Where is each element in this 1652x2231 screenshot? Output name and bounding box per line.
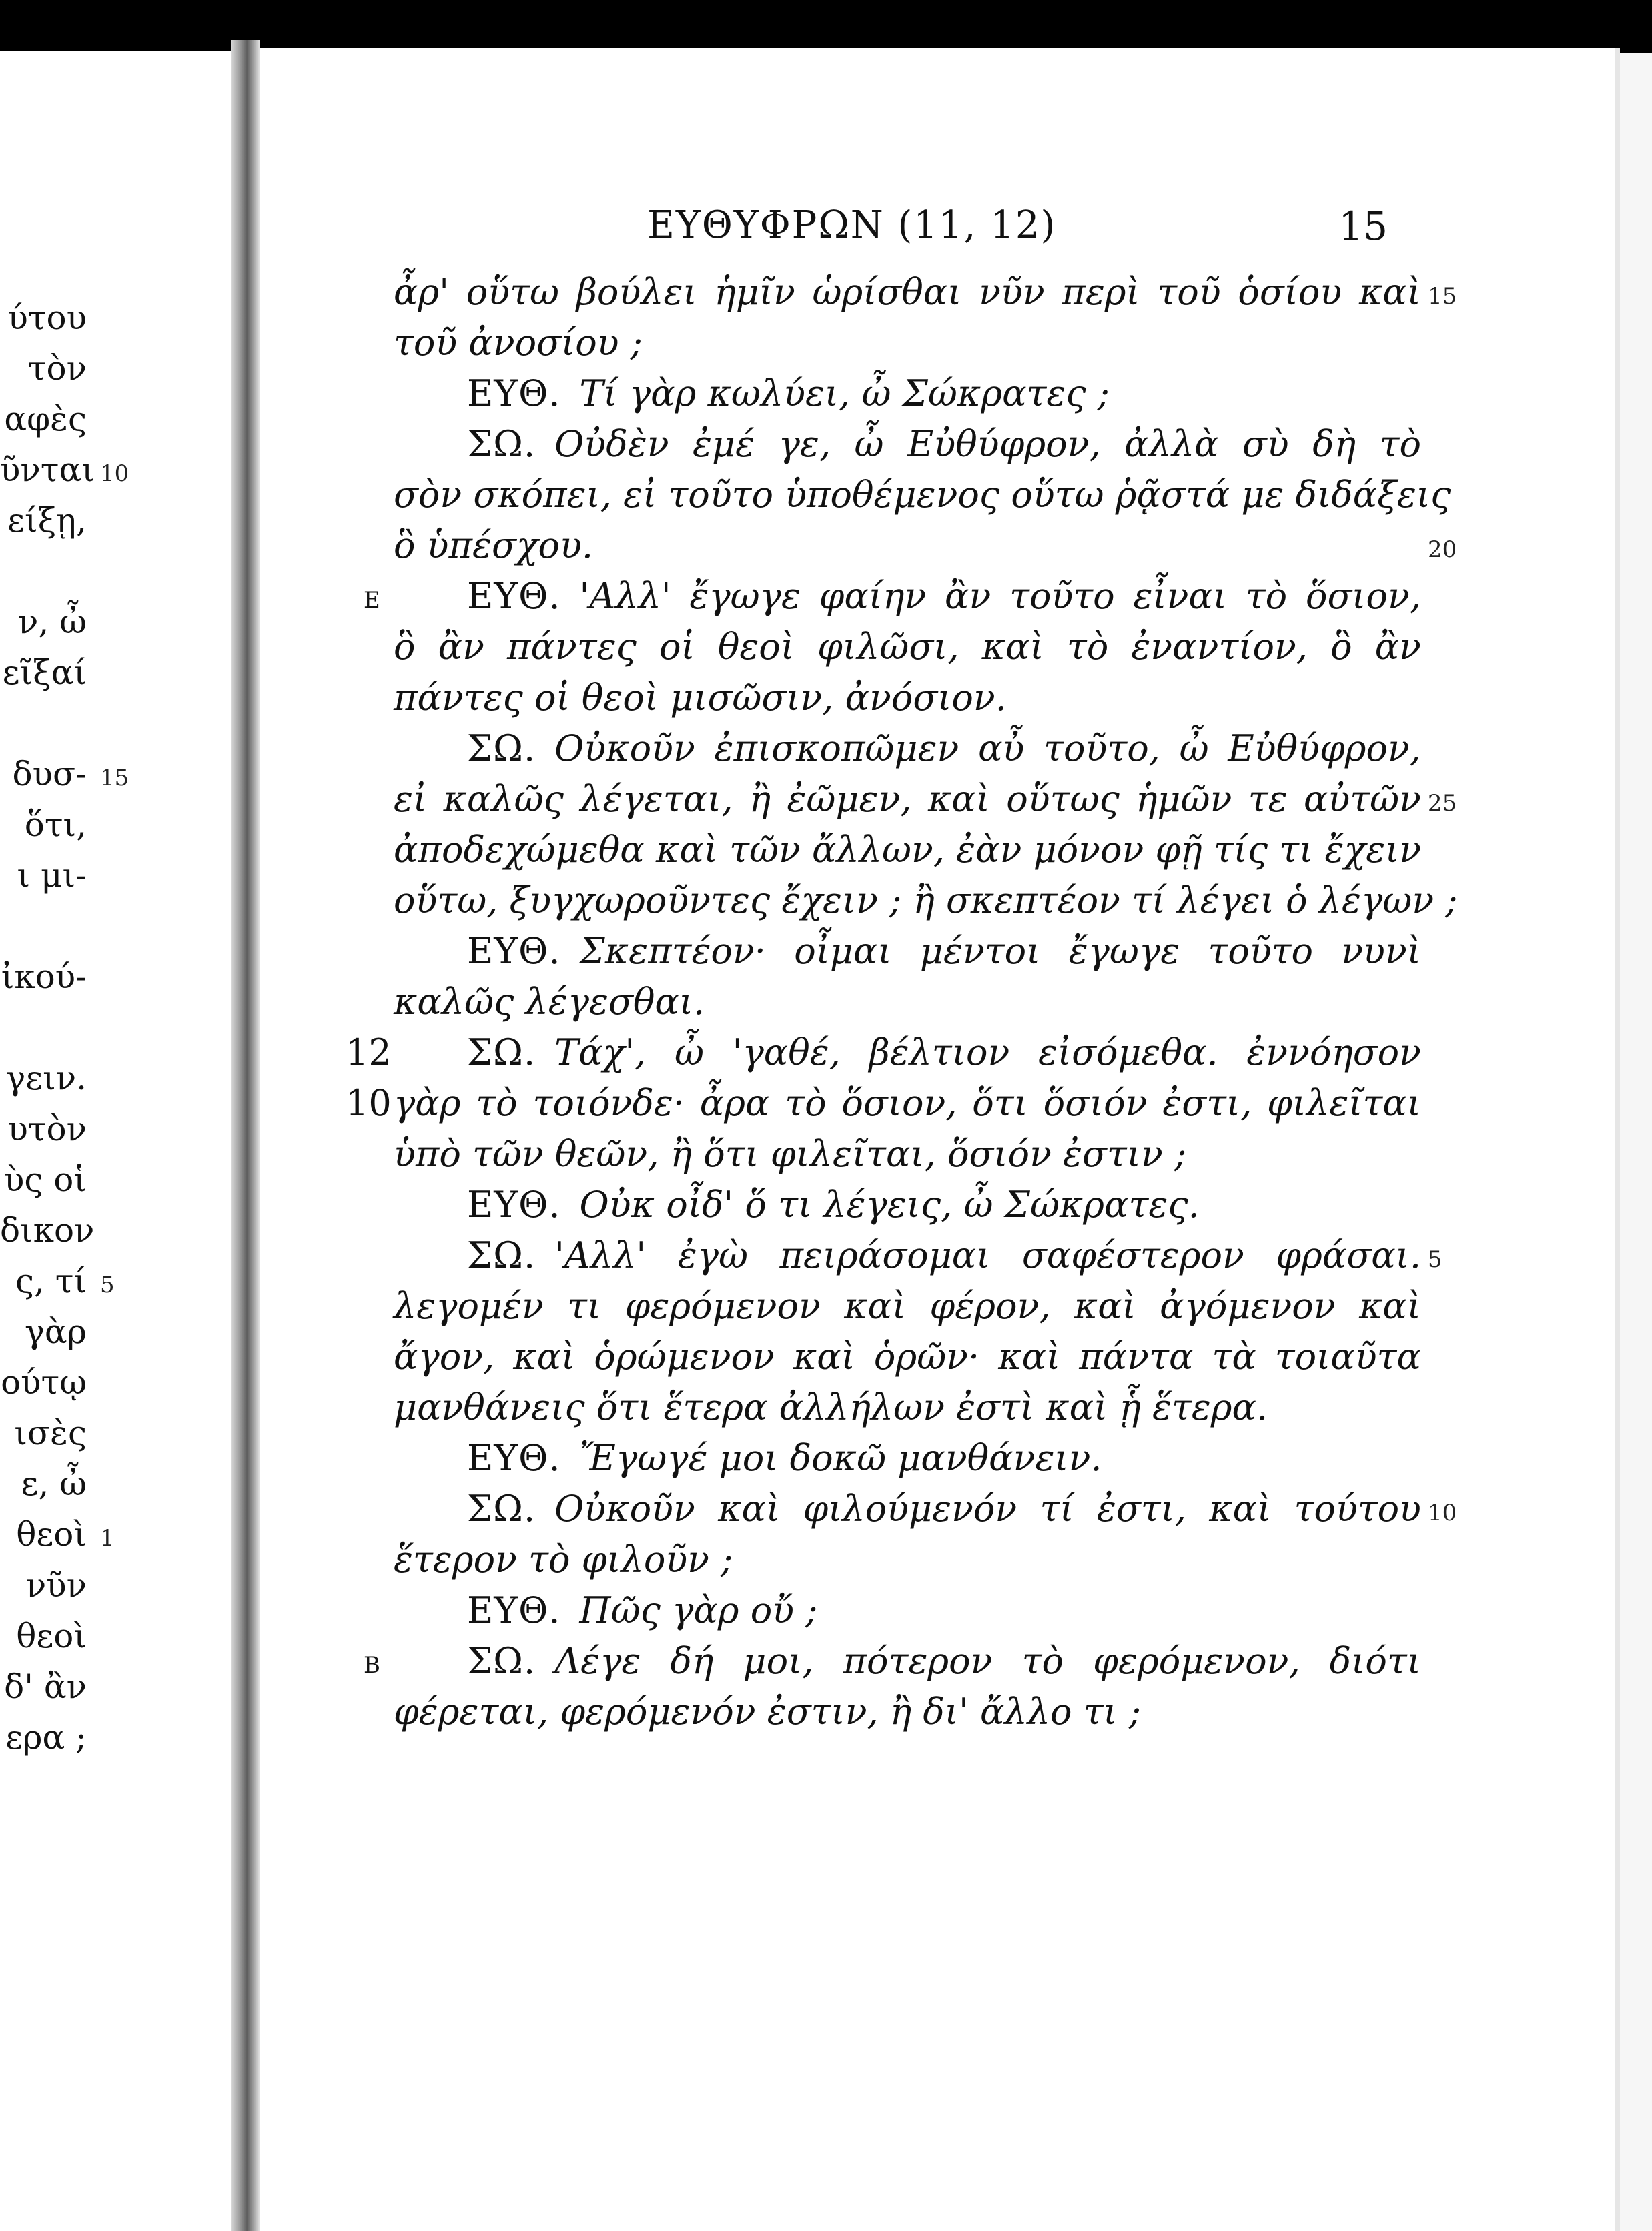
left-fragment: θεοὶ xyxy=(16,1617,87,1655)
line-text: ὃ ὑπέσχου. xyxy=(394,524,594,566)
left-fragment: ν, ὦ xyxy=(18,602,87,641)
text-line xyxy=(394,571,1421,622)
page-number: 15 xyxy=(1338,203,1388,249)
text-line xyxy=(394,774,1421,825)
line-text: Σκεπτέον· οἶμαι μέντοι ἔγωγε τοῦτο νυνὶ xyxy=(579,930,1421,972)
text-line xyxy=(394,1332,1421,1382)
text-line xyxy=(394,1534,1421,1585)
page-edge xyxy=(1620,53,1652,2231)
left-fragment: ερα ; xyxy=(5,1718,87,1757)
section-letter: E xyxy=(364,587,381,614)
text-line xyxy=(394,977,1421,1027)
facing-page-left xyxy=(0,51,231,2231)
text-line xyxy=(394,1230,1421,1281)
line-text: ἄγον, καὶ ὁρώμενον καὶ ὁρῶν· καὶ πάντα τὰ τοιαῦτα xyxy=(394,1336,1421,1378)
text-line xyxy=(394,1281,1421,1332)
line-text: Οὐκ οἶδ' ὅ τι λέγεις, ὦ Σώκρατες. xyxy=(579,1184,1200,1226)
left-fragment: ῦνται xyxy=(0,450,95,489)
speaker-label: ΣΩ. xyxy=(467,423,536,465)
line-text: ὃ ἂν πάντες οἱ θεοὶ φιλῶσι, καὶ τὸ ἐναντίον, ὃ ἂν xyxy=(394,626,1421,668)
speaker-label: ΣΩ. xyxy=(467,1640,536,1682)
text-line xyxy=(394,1636,1421,1687)
left-fragment: εῖξαί xyxy=(2,653,87,692)
line-text: λεγομέν τι φερόμενον καὶ φέρον, καὶ ἀγόμενον καὶ xyxy=(394,1285,1421,1327)
left-fragment: ὺς οἱ xyxy=(4,1160,87,1199)
left-fragment: ούτῳ xyxy=(1,1363,87,1402)
text-line xyxy=(394,1129,1421,1180)
line-text: οὕτω, ξυγχωροῦντες ἔχειν ; ἢ σκεπτέον τί λέγει ὁ λέγων ; xyxy=(394,879,1458,921)
section-letter: B xyxy=(364,1652,381,1679)
left-margin-number: 1 xyxy=(100,1525,115,1552)
chapter-number: 10 xyxy=(346,1082,392,1124)
speaker-label: ΕΥΘ. xyxy=(467,1589,561,1631)
line-text: καλῶς λέγεσθαι. xyxy=(394,981,705,1023)
speaker-label: ΕΥΘ. xyxy=(467,930,561,972)
left-fragment: ι μι- xyxy=(17,856,87,895)
speaker-label: ΣΩ. xyxy=(467,1234,536,1276)
line-text: τοῦ ἀνοσίου ; xyxy=(394,322,643,364)
text-line xyxy=(394,1687,1421,1737)
line-text: ἕτερον τὸ φιλοῦν ; xyxy=(394,1538,733,1581)
line-text: σὸν σκόπει, εἰ τοῦτο ὑποθέμενος οὕτω ῥᾷστά με διδάξεις xyxy=(394,474,1451,516)
stephanus-page-number: 12 xyxy=(346,1031,392,1073)
left-fragment: δικον xyxy=(0,1211,95,1250)
left-fragment: γειν. xyxy=(5,1059,87,1097)
left-fragment: νῦν xyxy=(25,1566,87,1605)
left-fragment: ἰκού- xyxy=(1,957,87,996)
line-text: μανθάνεις ὅτι ἕτερα ἀλλήλων ἐστὶ καὶ ᾗ ἕτερα. xyxy=(394,1386,1268,1428)
left-margin-number: 15 xyxy=(100,765,129,791)
speaker-label: ΣΩ. xyxy=(467,1488,536,1530)
line-text: Πῶς γὰρ οὔ ; xyxy=(579,1589,818,1631)
text-line xyxy=(394,368,1421,419)
margin-line-number: 15 xyxy=(1428,283,1457,310)
left-fragment: γὰρ xyxy=(24,1312,87,1351)
line-text: Οὐκοῦν ἐπισκοπῶμεν αὖ τοῦτο, ὦ Εὐθύφρον, xyxy=(554,727,1421,769)
text-line xyxy=(394,1027,1421,1078)
line-text: Τί γὰρ κωλύει, ὦ Σώκρατες ; xyxy=(579,372,1110,414)
running-head-title: ΕΥΘΥΦΡΩΝ (11, 12) xyxy=(647,203,1057,247)
text-line xyxy=(394,419,1421,470)
text-line xyxy=(394,520,1421,571)
speaker-label: ΣΩ. xyxy=(467,727,536,769)
left-fragment: υτὸν xyxy=(7,1109,87,1148)
left-margin-number: 5 xyxy=(100,1272,115,1298)
line-text: πάντες οἱ θεοὶ μισῶσιν, ἀνόσιον. xyxy=(394,677,1007,719)
text-line xyxy=(394,318,1421,368)
text-line xyxy=(394,1585,1421,1636)
line-text: γὰρ τὸ τοιόνδε· ἆρα τὸ ὅσιον, ὅτι ὅσιόν ἐστι, φιλεῖται xyxy=(394,1082,1421,1124)
text-line xyxy=(394,470,1451,520)
left-fragment: ε, ὦ xyxy=(21,1464,87,1503)
speaker-label: ΕΥΘ. xyxy=(467,1437,561,1479)
running-head xyxy=(387,203,1388,257)
line-text: 'Αλλ' ἔγωγε φαίην ἂν τοῦτο εἶναι τὸ ὅσιον, xyxy=(579,575,1421,617)
left-fragment: θεοὶ xyxy=(16,1515,87,1554)
left-fragment: ισὲς xyxy=(14,1414,87,1452)
line-text: ἆρ' οὕτω βούλει ἡμῖν ὡρίσθαι νῦν περὶ τοῦ ὁσίου καὶ xyxy=(394,271,1421,313)
text-line xyxy=(394,1078,1421,1129)
left-fragment: δυσ- xyxy=(12,755,87,793)
text-line xyxy=(394,825,1421,875)
text-line xyxy=(394,1433,1421,1484)
line-text: Οὐδὲν ἐμέ γε, ὦ Εὐθύφρον, ἀλλὰ σὺ δὴ τὸ xyxy=(554,423,1421,465)
line-text: Ἔγωγέ μοι δοκῶ μανθάνειν. xyxy=(579,1437,1102,1479)
speaker-label: ΕΥΘ. xyxy=(467,372,561,414)
left-fragment: δ' ἂν xyxy=(4,1667,87,1706)
margin-line-number: 25 xyxy=(1428,790,1457,817)
speaker-label: ΕΥΘ. xyxy=(467,575,561,617)
text-line xyxy=(394,926,1421,977)
margin-line-number: 5 xyxy=(1428,1246,1442,1273)
line-text: Λέγε δή μοι, πότερον τὸ φερόμενον, διότι xyxy=(554,1640,1421,1682)
line-text: ἀποδεχώμεθα καὶ τῶν ἄλλων, ἐὰν μόνον φῇ τίς τι ἔχειν xyxy=(394,829,1422,871)
left-fragment: τὸν xyxy=(27,349,87,388)
line-text: Τάχ', ὦ 'γαθέ, βέλτιον εἰσόμεθα. ἐννόησον xyxy=(554,1031,1421,1073)
text-line xyxy=(394,267,1421,318)
margin-line-number: 20 xyxy=(1428,536,1457,563)
left-fragment: ύτου xyxy=(7,298,87,337)
speaker-label: ΣΩ. xyxy=(467,1031,536,1073)
margin-line-number: 10 xyxy=(1428,1500,1457,1526)
line-text: Οὐκοῦν καὶ φιλούμενόν τί ἐστι, καὶ τούτου xyxy=(554,1488,1421,1530)
left-fragment: αφὲς xyxy=(4,400,87,438)
line-text: ὑπὸ τῶν θεῶν, ἢ ὅτι φιλεῖται, ὅσιόν ἐστιν ; xyxy=(394,1133,1187,1175)
text-line xyxy=(394,673,1421,723)
line-text: εἰ καλῶς λέγεται, ἢ ἐῶμεν, καὶ οὕτως ἡμῶν τε αὐτῶν xyxy=(394,778,1421,820)
text-line xyxy=(394,1180,1421,1230)
speaker-label: ΕΥΘ. xyxy=(467,1184,561,1226)
left-fragment: ς, τί xyxy=(15,1262,87,1300)
text-line xyxy=(394,875,1458,926)
line-text: φέρεται, φερόμενόν ἐστιν, ἢ δι' ἄλλο τι ; xyxy=(394,1691,1142,1733)
left-fragment: είξῃ, xyxy=(7,501,87,540)
text-line xyxy=(394,723,1421,774)
text-line xyxy=(394,1382,1421,1433)
book-gutter xyxy=(231,40,260,2231)
text-line xyxy=(394,622,1421,673)
left-margin-number: 10 xyxy=(100,460,129,487)
left-fragment: ὅτι, xyxy=(24,805,87,844)
line-text: 'Αλλ' ἐγὼ πειράσομαι σαφέστερον φράσαι. xyxy=(554,1234,1421,1276)
text-line xyxy=(394,1484,1421,1534)
